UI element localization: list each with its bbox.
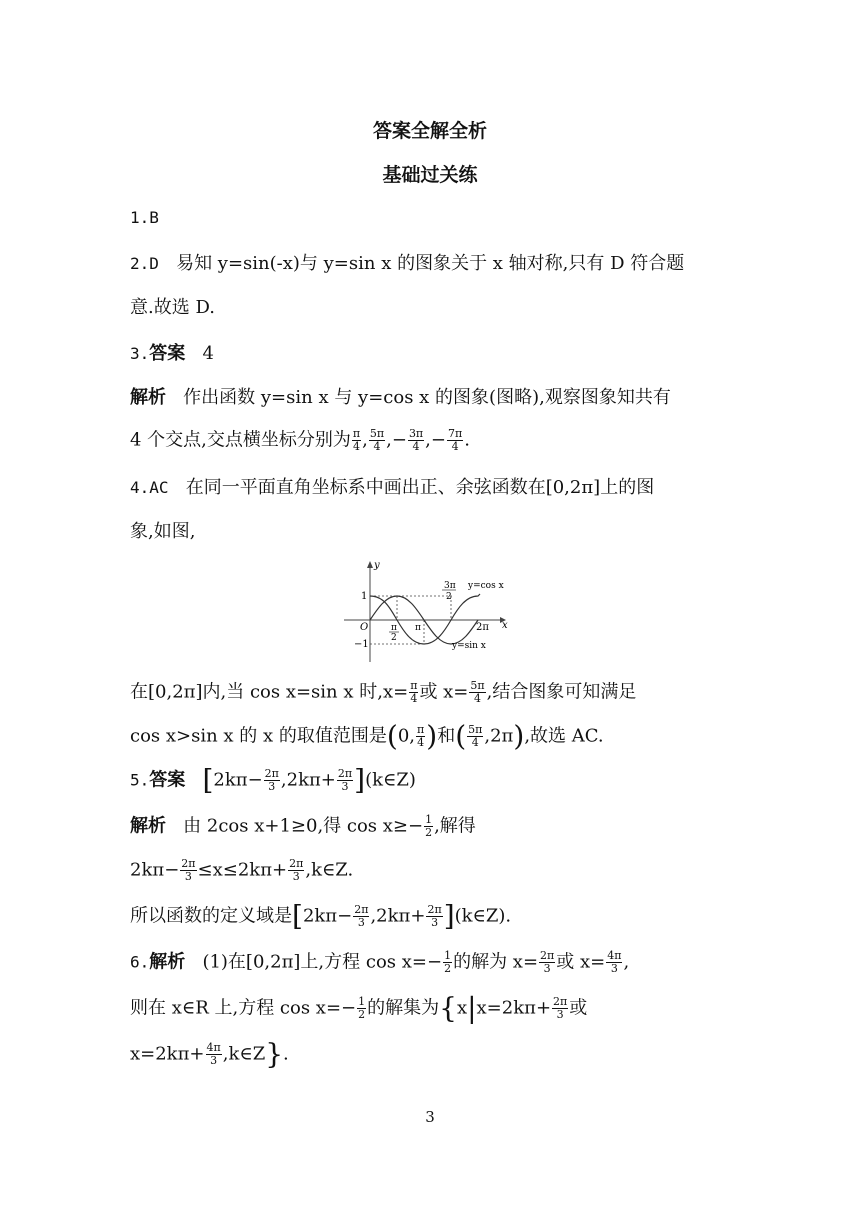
fraction: $\frac{2\pi}{3}$ (553, 995, 568, 1021)
answer-5-line2: 解析 由 2cos x+1≥0,得 cos x≥− $\frac{1}{2}$ ,解得 (130, 813, 476, 839)
fraction: $\frac{\pi}{4}$ (410, 679, 418, 705)
q1-text: 1.B (130, 208, 159, 227)
q3-num: 3. (130, 344, 150, 363)
fraction: $\frac{2\pi}{3}$ (181, 857, 196, 883)
origin-label: O (360, 622, 369, 633)
fraction: $\frac{\pi}{4}$ (417, 723, 425, 749)
y-axis-label: y (374, 560, 380, 571)
answer-3-line2 (130, 386, 740, 410)
answer-3-line1 (130, 342, 740, 366)
root-fraction: $\frac{5\pi}{4}$ (369, 427, 385, 453)
pi-half-den: 2 (391, 633, 397, 643)
pi-label: π (415, 623, 421, 633)
three-pi-half-den: 2 (446, 592, 452, 602)
answer-2-line1 (130, 252, 740, 276)
answer-4-line4: cos x>sin x 的 x 的取值范围是(0, $\frac{\pi}{4}$ )和( $\frac{5\pi}{4}$ ,2π),故选 AC. (130, 719, 604, 753)
fraction: $\frac{1}{2}$ (444, 949, 452, 975)
answer-4-line2 (130, 520, 740, 544)
answer-6-line2: 则在 x∈R 上,方程 cos x=− $\frac{1}{2}$ 的解集为{x|x=2kπ+ $\frac{2\pi}{3}$ 或 (130, 991, 588, 1025)
three-pi-half-num: 3π (444, 581, 456, 591)
fraction: $\frac{4\pi}{3}$ (607, 949, 622, 975)
two-pi-label: 2π (476, 622, 489, 633)
answer-5-line4: 所以函数的定义域是[2kπ− $\frac{2\pi}{3}$ ,2kπ+ $\frac{2\pi}{3}$ ](k∈Z). (130, 899, 512, 933)
q3-line2-prefix: 4 个交点,交点横坐标分别为 (130, 429, 351, 451)
answer-4-line1 (130, 476, 740, 500)
fraction: $\frac{2\pi}{3}$ (540, 949, 555, 975)
answer-5-line1: 5.答案 [2kπ− $\frac{2\pi}{3}$ ,2kπ+ $\frac{2\pi}{3}$ ](k∈Z) (130, 763, 416, 797)
q2-num: 2.D (130, 254, 159, 273)
answer-5-line3: 2kπ− $\frac{2\pi}{3}$ ≤x≤2kπ+ $\frac{2\pi}{3}$ ,k∈Z. (130, 857, 354, 883)
answer-6-line3: x=2kπ+ $\frac{4\pi}{3}$ ,k∈Z}. (130, 1037, 289, 1071)
root-fraction: $\frac{3\pi}{4}$ (408, 427, 424, 453)
answer-1 (130, 206, 740, 230)
root-fraction: $\frac{\pi}{4}$ (352, 427, 361, 453)
y-one-label: 1 (361, 591, 368, 602)
q3-answer: 4 (202, 343, 214, 364)
root-fraction: $\frac{7\pi}{4}$ (448, 427, 463, 453)
q5-answer-label: 答案 (149, 769, 186, 791)
answer-2-line2 (130, 296, 740, 320)
fraction: $\frac{5\pi}{4}$ (470, 679, 485, 705)
fraction: $\frac{5\pi}{4}$ (468, 723, 483, 749)
fraction: $\frac{2\pi}{3}$ (354, 903, 369, 929)
fraction: $\frac{4\pi}{3}$ (206, 1041, 221, 1067)
q2-text-a: 易知 y=sin(-x)与 y=sin x 的图象关于 x 轴对称,只有 D 符合题 (176, 253, 685, 274)
answer-6-line1: 6.解析 (1)在[0,2π]上,方程 cos x=− $\frac{1}{2}$ 的解为 x= $\frac{2\pi}{3}$ 或 x= $\frac{4\pi}{3}$ , (130, 949, 630, 975)
fraction: $\frac{1}{2}$ (358, 995, 366, 1021)
sin-label: y=sin x (452, 641, 486, 651)
page-number: 3 (425, 1108, 435, 1126)
pi-half-num: π (391, 623, 397, 633)
y-axis-arrow (367, 561, 373, 568)
q4-line1: 在同一平面直角坐标系中画出正、余弦函数在[0,2π]上的图 (185, 477, 655, 498)
sin-cos-graph (340, 558, 520, 666)
fraction: $\frac{2\pi}{3}$ (337, 767, 353, 793)
cos-curve (370, 594, 480, 644)
fraction: $\frac{1}{2}$ (425, 813, 433, 839)
x-axis-label: x (502, 620, 508, 631)
section-title: 基础过关练 (382, 164, 478, 186)
answer-4-line3: 在[0,2π]内,当 cos x=sin x 时,x= $\frac{\pi}{4}$ 或 x= $\frac{5\pi}{4}$ ,结合图象可知满足 (130, 679, 637, 705)
fraction: $\frac{2\pi}{3}$ (289, 857, 304, 883)
y-neg-one-label: −1 (354, 639, 369, 650)
cos-label: y=cos x (468, 581, 504, 591)
q3-answer-label: 答案 (149, 343, 186, 364)
q2-text-b: 意.故选 D. (130, 297, 215, 318)
q3-analysis-label: 解析 (130, 387, 166, 408)
q4-line2: 象,如图, (130, 521, 196, 542)
answer-3-line3: 4 个交点,交点横坐标分别为 $\frac{\pi}{4}$ , $\frac{5\pi}{4}$ ,− $\frac{3\pi}{4}$ ,− $\frac{7\pi}{4}$ . (130, 427, 470, 453)
q4-num: 4.AC (130, 478, 169, 497)
page-title: 答案全解全析 (372, 120, 487, 142)
q3-line1: 作出函数 y=sin x 与 y=cos x 的图象(图略),观察图象知共有 (183, 387, 671, 408)
fraction: $\frac{2\pi}{3}$ (264, 767, 279, 793)
fraction: $\frac{2\pi}{3}$ (427, 903, 442, 929)
